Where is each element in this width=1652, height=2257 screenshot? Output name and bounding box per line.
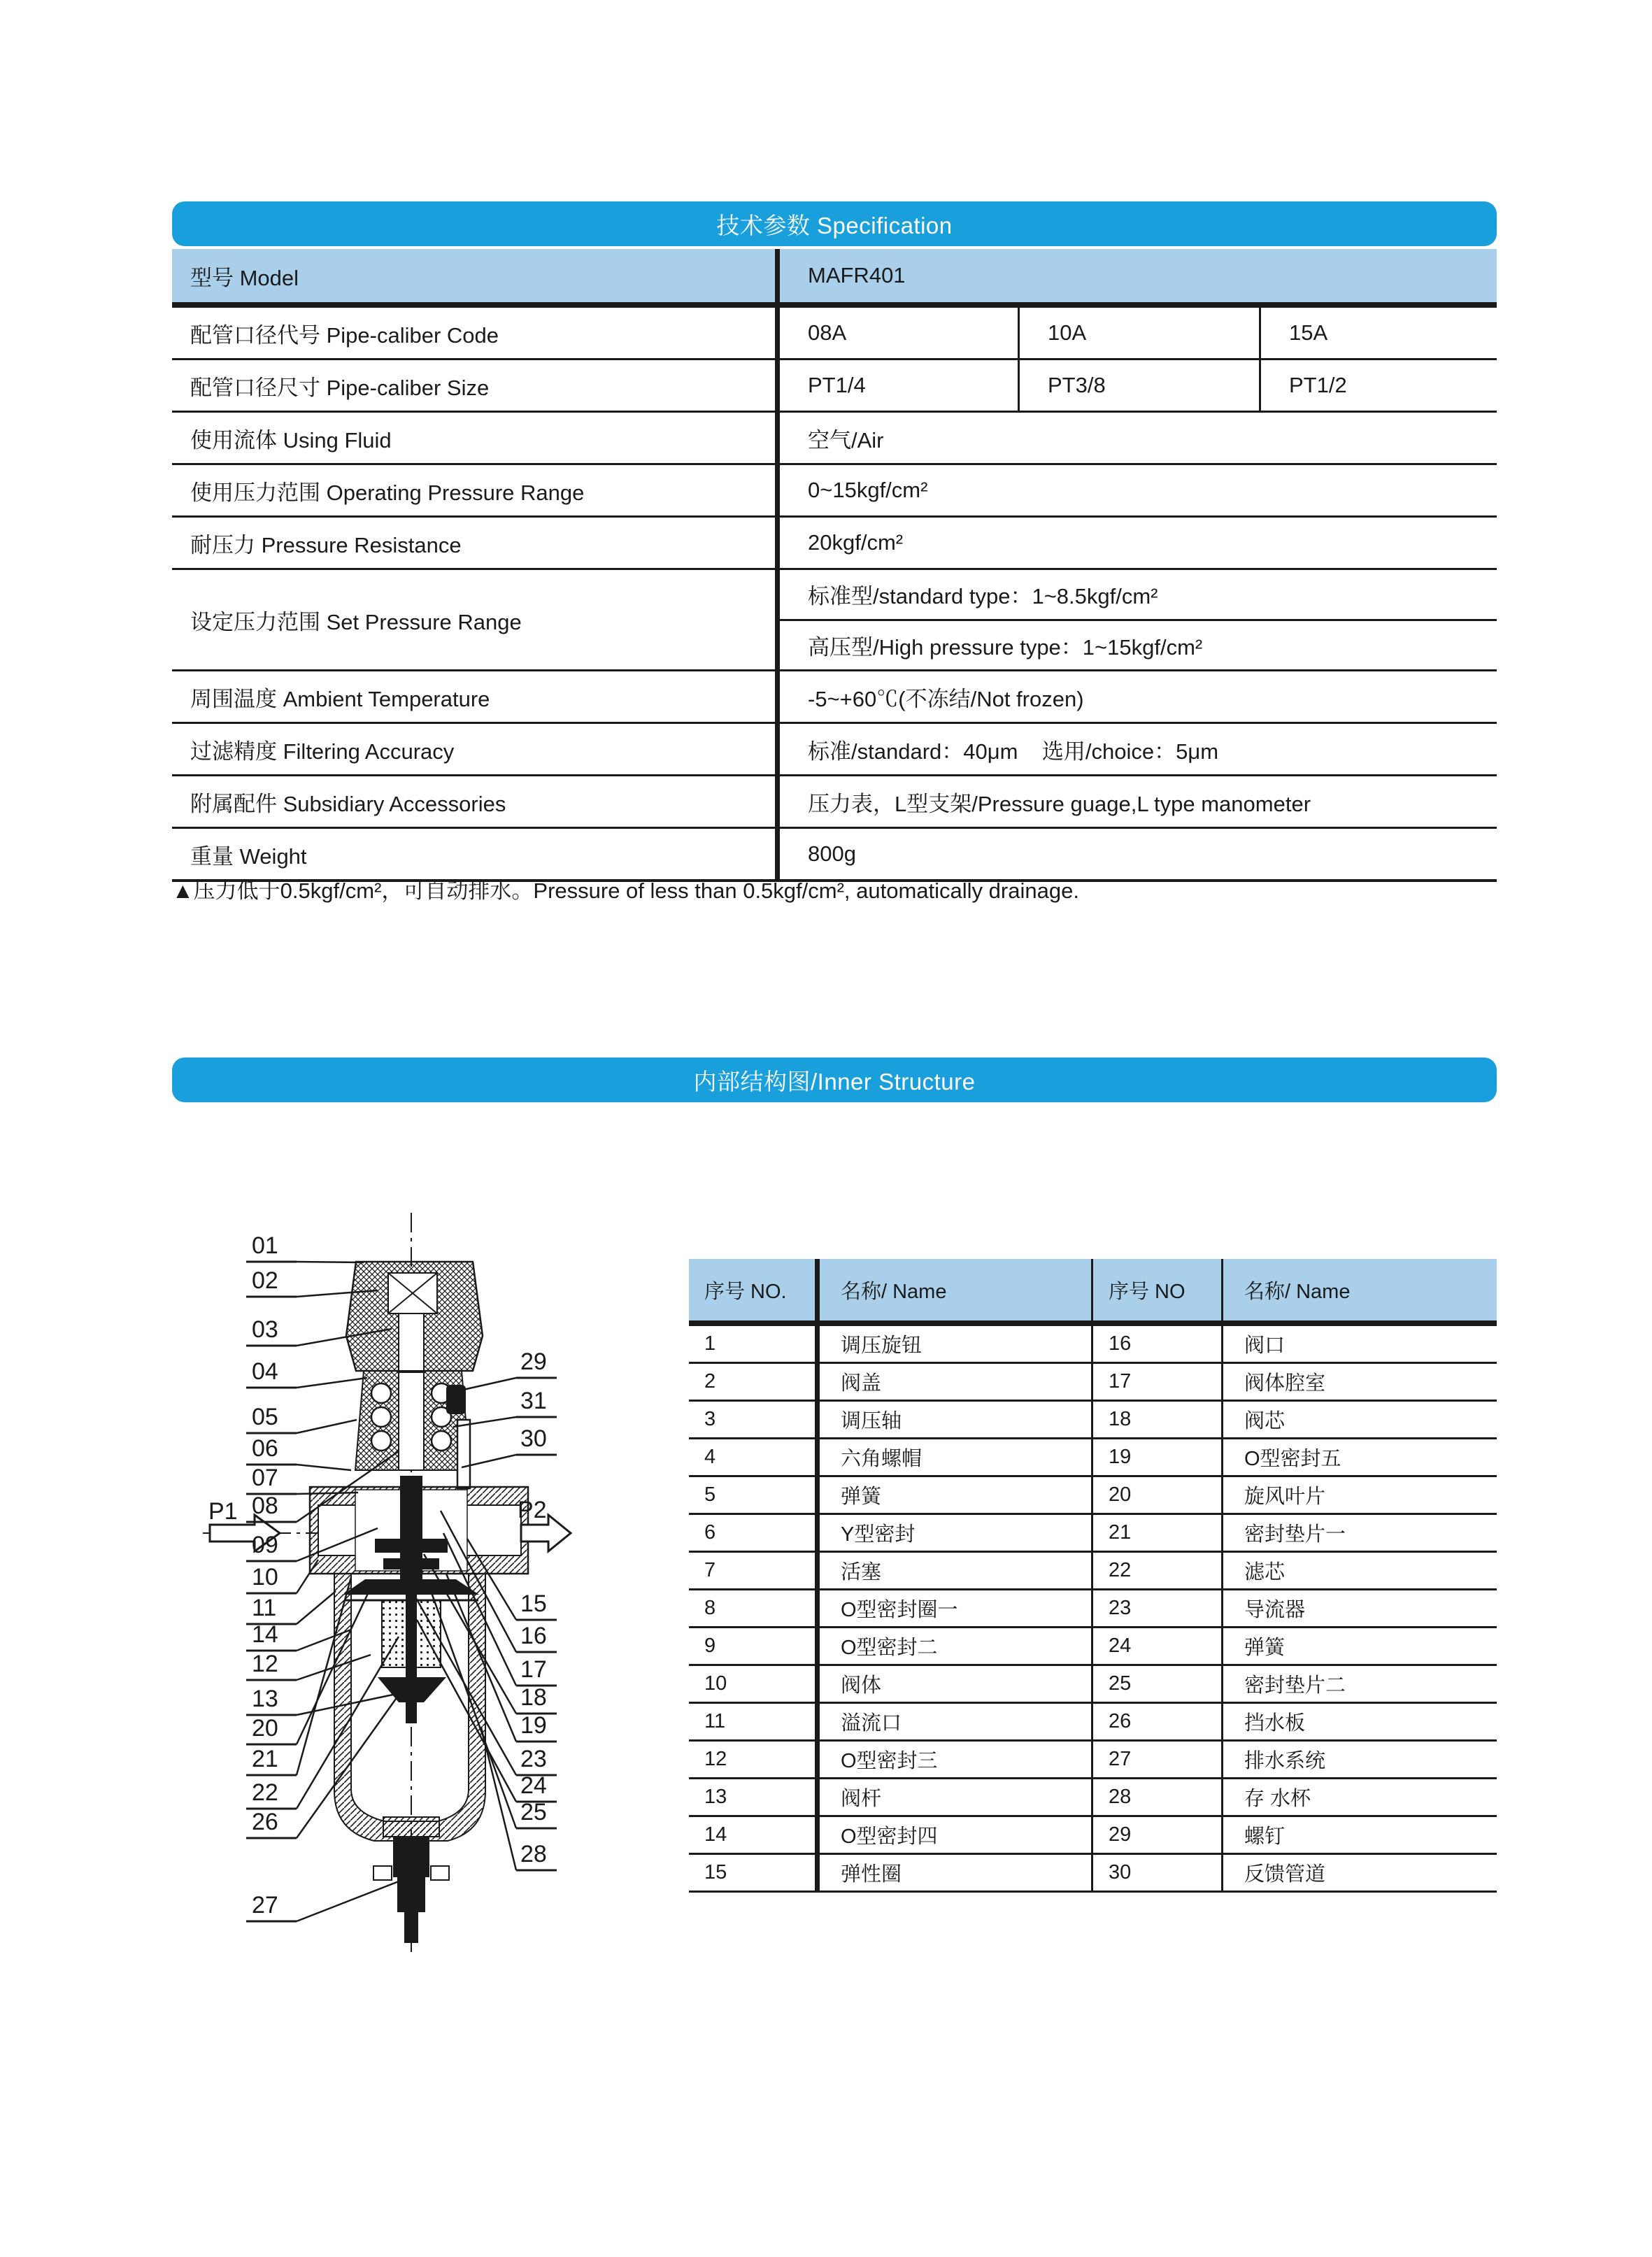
svg-text:19: 19 (520, 1712, 547, 1739)
parts-row (689, 1362, 1497, 1400)
parts-header-row (689, 1259, 1497, 1326)
spec-label: 使用压力范围 Operating Pressure Range (190, 480, 585, 505)
inner-structure-header: 内部结构图/Inner Structure (172, 1058, 1497, 1102)
spec-row (172, 358, 1497, 411)
part-name: 排水系统 (1221, 1742, 1497, 1777)
parts-row (689, 1739, 1497, 1777)
spec-value: 800g (775, 829, 1497, 879)
part-no: 5 (704, 1483, 716, 1506)
spec-row (172, 411, 1497, 463)
part-no: 14 (704, 1823, 727, 1846)
svg-text:31: 31 (520, 1388, 547, 1414)
spec-label: 配管口径代号 Pipe-caliber Code (190, 322, 499, 348)
part-no: 8 (704, 1597, 716, 1619)
part-name: 六角螺帽 (815, 1439, 1091, 1475)
part-label (246, 1591, 336, 1624)
parts-row (689, 1853, 1497, 1891)
spec-row (172, 722, 1497, 774)
part-no: 22 (1091, 1553, 1221, 1588)
svg-text:23: 23 (520, 1746, 547, 1772)
drain (373, 1817, 449, 1943)
spec-value: -5~+60℃(不冻结/Not frozen) (775, 671, 1497, 722)
part-name: 弹簧 (815, 1477, 1091, 1513)
parts-header-cell: 序号 NO. (704, 1280, 787, 1303)
spec-label: 耐压力 Pressure Resistance (190, 532, 462, 557)
spec-table (172, 249, 1497, 882)
spec-row (172, 669, 1497, 722)
part-no: 4 (704, 1446, 716, 1468)
spec-value-stack (775, 570, 1497, 669)
part-name: O型密封四 (815, 1817, 1091, 1853)
spec-value: 15A (1259, 308, 1497, 358)
svg-text:06: 06 (252, 1435, 278, 1462)
spec-value: 20kgf/cm² (775, 518, 1497, 568)
spec-value: 高压型/High pressure type：1~15kgf/cm² (808, 634, 1203, 660)
svg-text:14: 14 (252, 1621, 278, 1648)
part-name: 挡水板 (1221, 1704, 1497, 1739)
part-no: 29 (1091, 1817, 1221, 1853)
part-name: 调压旋钮 (815, 1326, 1091, 1362)
svg-text:30: 30 (520, 1425, 547, 1452)
svg-text:29: 29 (520, 1348, 547, 1375)
parts-header-cell: 名称/ Name (1221, 1259, 1497, 1320)
parts-row (689, 1626, 1497, 1664)
parts-row (689, 1475, 1497, 1513)
part-name: 活塞 (815, 1553, 1091, 1588)
part-no: 17 (1091, 1364, 1221, 1400)
svg-text:18: 18 (520, 1684, 547, 1711)
part-name: 阀体 (815, 1666, 1091, 1702)
svg-text:01: 01 (252, 1232, 278, 1259)
svg-text:11: 11 (252, 1595, 277, 1621)
svg-text:15: 15 (520, 1590, 547, 1617)
part-no: 18 (1091, 1402, 1221, 1437)
part-no: 11 (704, 1710, 726, 1732)
part-no: 12 (704, 1748, 727, 1770)
spec-value: 标准型/standard type：1~8.5kgf/cm² (780, 570, 1497, 621)
part-no: 3 (704, 1408, 716, 1430)
svg-text:04: 04 (252, 1358, 278, 1385)
svg-text:28: 28 (520, 1841, 547, 1867)
part-name: 存 水杯 (1221, 1779, 1497, 1815)
part-no: 7 (704, 1559, 716, 1581)
parts-header-cell: 序号 NO (1091, 1259, 1221, 1320)
part-no: 1 (704, 1332, 716, 1355)
spec-label: 重量 Weight (190, 843, 307, 869)
spec-value: PT1/4 (775, 360, 1018, 411)
spec-label: 配管口径尺寸 Pipe-caliber Size (190, 375, 490, 400)
svg-text:26: 26 (252, 1809, 278, 1835)
part-name: O型密封五 (1221, 1439, 1497, 1475)
part-label (246, 1686, 403, 1715)
part-no: 9 (704, 1635, 716, 1657)
parts-row (689, 1551, 1497, 1588)
part-no: 24 (1091, 1628, 1221, 1664)
port-p2-label: P2 (518, 1497, 547, 1523)
part-no: 16 (1091, 1326, 1221, 1362)
part-name: 阀体腔室 (1221, 1364, 1497, 1400)
part-label (246, 1560, 318, 1593)
parts-row (689, 1400, 1497, 1437)
part-name: 溢流口 (815, 1704, 1091, 1739)
port-p1-label: P1 (208, 1498, 238, 1525)
parts-row (689, 1702, 1497, 1739)
spec-label: 周围温度 Ambient Temperature (190, 686, 490, 711)
parts-row (689, 1588, 1497, 1626)
spec-value: 08A (775, 308, 1018, 358)
spec-value: 0~15kgf/cm² (775, 465, 1497, 515)
part-no: 30 (1091, 1855, 1221, 1891)
svg-text:02: 02 (252, 1267, 278, 1294)
spec-label: 使用流体 Using Fluid (190, 427, 392, 453)
spec-value: 空气/Air (775, 413, 1497, 463)
parts-row (689, 1513, 1497, 1551)
svg-text:05: 05 (252, 1404, 278, 1430)
parts-row (689, 1664, 1497, 1702)
svg-text:12: 12 (252, 1651, 278, 1677)
parts-table (689, 1259, 1497, 1893)
spec-value: 10A (1018, 308, 1259, 358)
parts-header-cell: 名称/ Name (815, 1259, 1091, 1320)
svg-text:10: 10 (252, 1564, 278, 1590)
svg-text:09: 09 (252, 1532, 278, 1558)
parts-row (689, 1815, 1497, 1853)
parts-row (689, 1437, 1497, 1475)
part-no: 28 (1091, 1779, 1221, 1815)
svg-text:24: 24 (520, 1772, 547, 1799)
part-no: 19 (1091, 1439, 1221, 1475)
inner-structure-diagram (168, 1210, 574, 1993)
svg-text:03: 03 (252, 1316, 278, 1343)
part-name: 阀盖 (815, 1364, 1091, 1400)
part-no: 21 (1091, 1515, 1221, 1551)
spec-section-header: 技术参数 Specification (172, 201, 1497, 246)
svg-text:27: 27 (252, 1892, 278, 1918)
spec-row (172, 568, 1497, 669)
svg-text:20: 20 (252, 1715, 278, 1742)
part-no: 26 (1091, 1704, 1221, 1739)
part-label (246, 1404, 357, 1433)
part-name: 导流器 (1221, 1590, 1497, 1626)
part-name: 弹簧 (1221, 1628, 1497, 1664)
svg-text:07: 07 (252, 1465, 278, 1491)
valve-body (310, 1476, 528, 1581)
spec-label: 附属配件 Subsidiary Accessories (190, 791, 506, 816)
part-name: O型密封三 (815, 1742, 1091, 1777)
drainage-note: ▲压力低于0.5kgf/cm²，可自动排水。Pressure of less than 0.5kgf/cm², automatically drainage. (172, 878, 1079, 903)
part-name: 螺钉 (1221, 1817, 1497, 1853)
spec-value: 压力表，L型支架/Pressure guage,L type manometer (775, 776, 1497, 827)
part-no: 20 (1091, 1477, 1221, 1513)
part-label (462, 1425, 557, 1467)
spec-row (172, 463, 1497, 515)
part-no: 13 (704, 1786, 727, 1808)
part-name: 旋风叶片 (1221, 1477, 1497, 1513)
part-name: 反馈管道 (1221, 1855, 1497, 1891)
parts-row (689, 1326, 1497, 1362)
spec-value: 标准/standard：40μm 选用/choice：5μm (775, 724, 1497, 774)
part-name: 调压轴 (815, 1402, 1091, 1437)
spec-row (172, 515, 1497, 568)
part-name: O型密封二 (815, 1628, 1091, 1664)
part-no: 10 (704, 1672, 727, 1695)
part-name: 密封垫片二 (1221, 1666, 1497, 1702)
svg-text:08: 08 (252, 1493, 278, 1519)
part-name: 密封垫片一 (1221, 1515, 1497, 1551)
part-name: 弹性圈 (815, 1855, 1091, 1891)
spec-row (172, 302, 1497, 358)
svg-text:17: 17 (520, 1656, 547, 1683)
spec-value: PT3/8 (1018, 360, 1259, 411)
part-name: O型密封圈一 (815, 1590, 1091, 1626)
knob (346, 1262, 483, 1372)
parts-row (689, 1777, 1497, 1815)
part-name: Y型密封 (815, 1515, 1091, 1551)
part-no: 23 (1091, 1590, 1221, 1626)
feedback-tube (457, 1420, 470, 1488)
part-name: 阀芯 (1221, 1402, 1497, 1437)
part-label (246, 1651, 371, 1680)
spec-label: 设定压力范围 Set Pressure Range (190, 609, 522, 634)
svg-text:22: 22 (252, 1779, 278, 1806)
svg-text:21: 21 (252, 1746, 278, 1772)
svg-text:16: 16 (520, 1623, 547, 1649)
svg-text:25: 25 (520, 1799, 547, 1825)
spec-value: PT1/2 (1259, 360, 1497, 411)
part-no: 27 (1091, 1742, 1221, 1777)
part-no: 15 (704, 1861, 727, 1884)
part-label (246, 1881, 399, 1921)
spec-row (172, 827, 1497, 879)
part-no: 25 (1091, 1666, 1221, 1702)
spec-row (172, 249, 1497, 302)
spec-value: MAFR401 (775, 249, 1497, 302)
part-label (246, 1232, 364, 1262)
part-name: 阀口 (1221, 1326, 1497, 1362)
part-no: 2 (704, 1370, 716, 1393)
part-name: 阀杆 (815, 1779, 1091, 1815)
part-label (246, 1358, 367, 1388)
svg-text:13: 13 (252, 1686, 278, 1712)
part-name: 滤芯 (1221, 1553, 1497, 1588)
spec-label: 型号 Model (190, 265, 299, 290)
spec-label: 过滤精度 Filtering Accuracy (190, 739, 455, 764)
spec-row (172, 774, 1497, 827)
part-no: 6 (704, 1521, 716, 1544)
